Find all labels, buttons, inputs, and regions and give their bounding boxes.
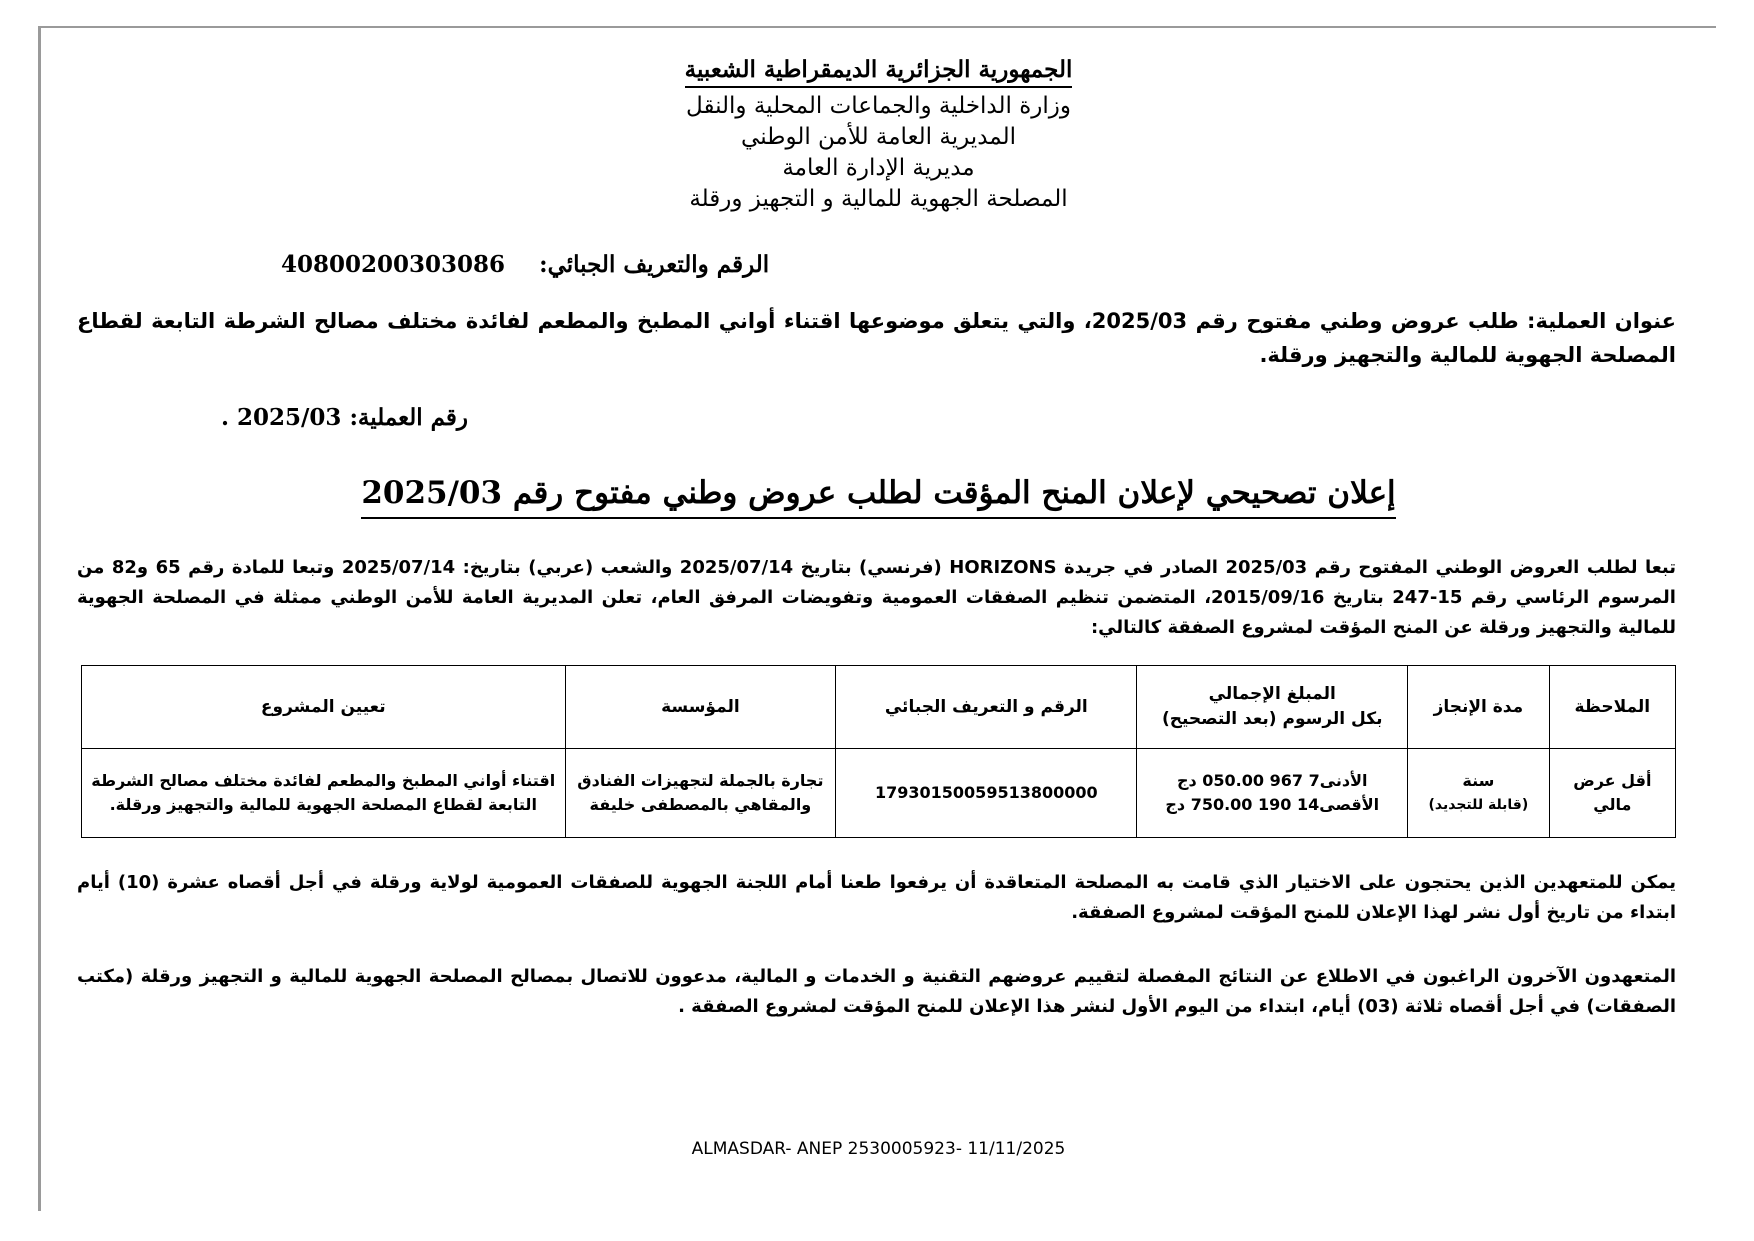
information-paragraph: المتعهدون الآخرون الراغبون في الاطلاع عن النتائج المفصلة لتقييم عروضهم التقنية و الخدمات و المالية، مدعوون للاتصال بمصالح المصلحة الجهوية للمالية و التجهيز ورقلة (مكتب الصفقات) في أجل أقصاه ثلاثة (03) أيام، ابتداء من اليوم الأول لنشر هذا الإعلان للمنح المؤقت لمشروع الصفقة .: [77, 966, 1676, 1017]
letterhead-directorate-general: المديرية العامة للأمن الوطني: [741, 124, 1016, 150]
cell-duration: [1408, 749, 1550, 838]
award-table-container: [41, 665, 1716, 838]
table-row: [82, 749, 1676, 838]
award-table-body: [82, 749, 1676, 838]
cell-duration-value: سنة: [1462, 771, 1495, 790]
letterhead-regional-service: المصلحة الجهوية للمالية و التجهيز ورقلة: [689, 186, 1068, 212]
appeal-paragraph: يمكن للمتعهدين الذين يحتجون على الاختيار الذي قامت به المصلحة المتعاقدة أن يرفعوا طعنا أمام اللجنة الجهوية للصفقات العمومية لولاية ورقلة في أجل أقصاه عشرة (10) أيام ابتداء من تاريخ أول نشر لهذا الإعلان للمنح المؤقت لمشروع الصفقة.: [77, 872, 1676, 923]
tax-identification-row: [41, 251, 1716, 278]
cell-remark: أقل عرض مالي: [1549, 749, 1675, 838]
cell-amount: [1137, 749, 1408, 838]
letterhead-republic-text: الجمهورية الجزائرية الديمقراطية الشعبية: [685, 54, 1073, 88]
tax-identification-value: 40800200303086: [281, 251, 506, 278]
intro-paragraph: تبعا لطلب العروض الوطني المفتوح رقم 2025/03 الصادر في جريدة HORIZONS (فرنسي) بتاريخ 2025/07/14 والشعب (عربي) بتاريخ: 2025/07/14 وتبعا للمادة رقم 65 و82 من المرسوم الرئاسي رقم 15-247 بتاريخ 2015/09/16، المتضمن تنظيم الصفقات العمومية وتفويضات المرفق العام، تعلن المديرية العامة للأمن الوطني ممثلة في المصلحة الجهوية للمالية والتجهيز ورقلة عن المنح المؤقت لمشروع الصفقة كالتالي:: [77, 557, 1677, 638]
cell-project: اقتناء أواني المطبخ والمطعم لفائدة مختلف مصالح الشرطة التابعة لقطاع المصلحة الجهوية للمالية والتجهيز ورقلة.: [82, 749, 566, 838]
letterhead-republic-line: [41, 54, 1716, 91]
column-header-project: تعيين المشروع: [82, 666, 566, 749]
operation-number: رقم العملية: 2025/03 .: [221, 404, 469, 431]
cell-amount-min: الأدنى7 967 050.00 دج: [1176, 771, 1368, 790]
letterhead-administration-directorate: مديرية الإدارة العامة: [782, 155, 975, 181]
footer-reference: ALMASDAR- ANEP 2530005923- 11/11/2025: [691, 1139, 1066, 1159]
cell-taxid: 17930150059513800000: [836, 749, 1137, 838]
document-body: [41, 28, 1716, 1211]
award-table: [81, 665, 1676, 838]
column-header-remark: الملاحظة: [1549, 666, 1675, 749]
table-header-row: [82, 666, 1676, 749]
cell-duration-note: (قابلة للتجديد): [1428, 797, 1529, 813]
page-title-text: إعلان تصحيحي لإعلان المنح المؤقت لطلب عروض وطني مفتوح رقم 2025/03: [361, 471, 1395, 519]
column-header-company: المؤسسة: [565, 666, 836, 749]
award-table-header: [82, 666, 1676, 749]
column-header-duration: مدة الإنجاز: [1408, 666, 1550, 749]
page-title: [41, 471, 1716, 519]
document-page: [38, 26, 1716, 1211]
cell-amount-max: الأقصى14 190 750.00 دج: [1165, 795, 1380, 814]
column-header-amount: [1137, 666, 1408, 749]
column-header-taxid: الرقم و التعريف الجبائي: [836, 666, 1137, 749]
letterhead: [41, 54, 1716, 215]
column-header-amount-line1: المبلغ الإجمالي: [1208, 684, 1336, 704]
cell-company: تجارة بالجملة لتجهيزات الفنادق والمقاهي بالمصطفى خليفة: [565, 749, 836, 838]
column-header-amount-line2: بكل الرسوم (بعد التصحيح): [1161, 709, 1383, 729]
operation-subject: عنوان العملية: طلب عروض وطني مفتوح رقم 2025/03، والتي يتعلق موضوعها اقتناء أواني المطبخ والمطعم لفائدة مختلف مصالح الشرطة التابعة لقطاع المصلحة الجهوية للمالية والتجهيز ورقلة.: [77, 309, 1676, 367]
letterhead-ministry: وزارة الداخلية والجماعات المحلية والنقل: [686, 93, 1071, 119]
tax-identification-label: الرقم والتعريف الجبائي:: [539, 251, 770, 278]
